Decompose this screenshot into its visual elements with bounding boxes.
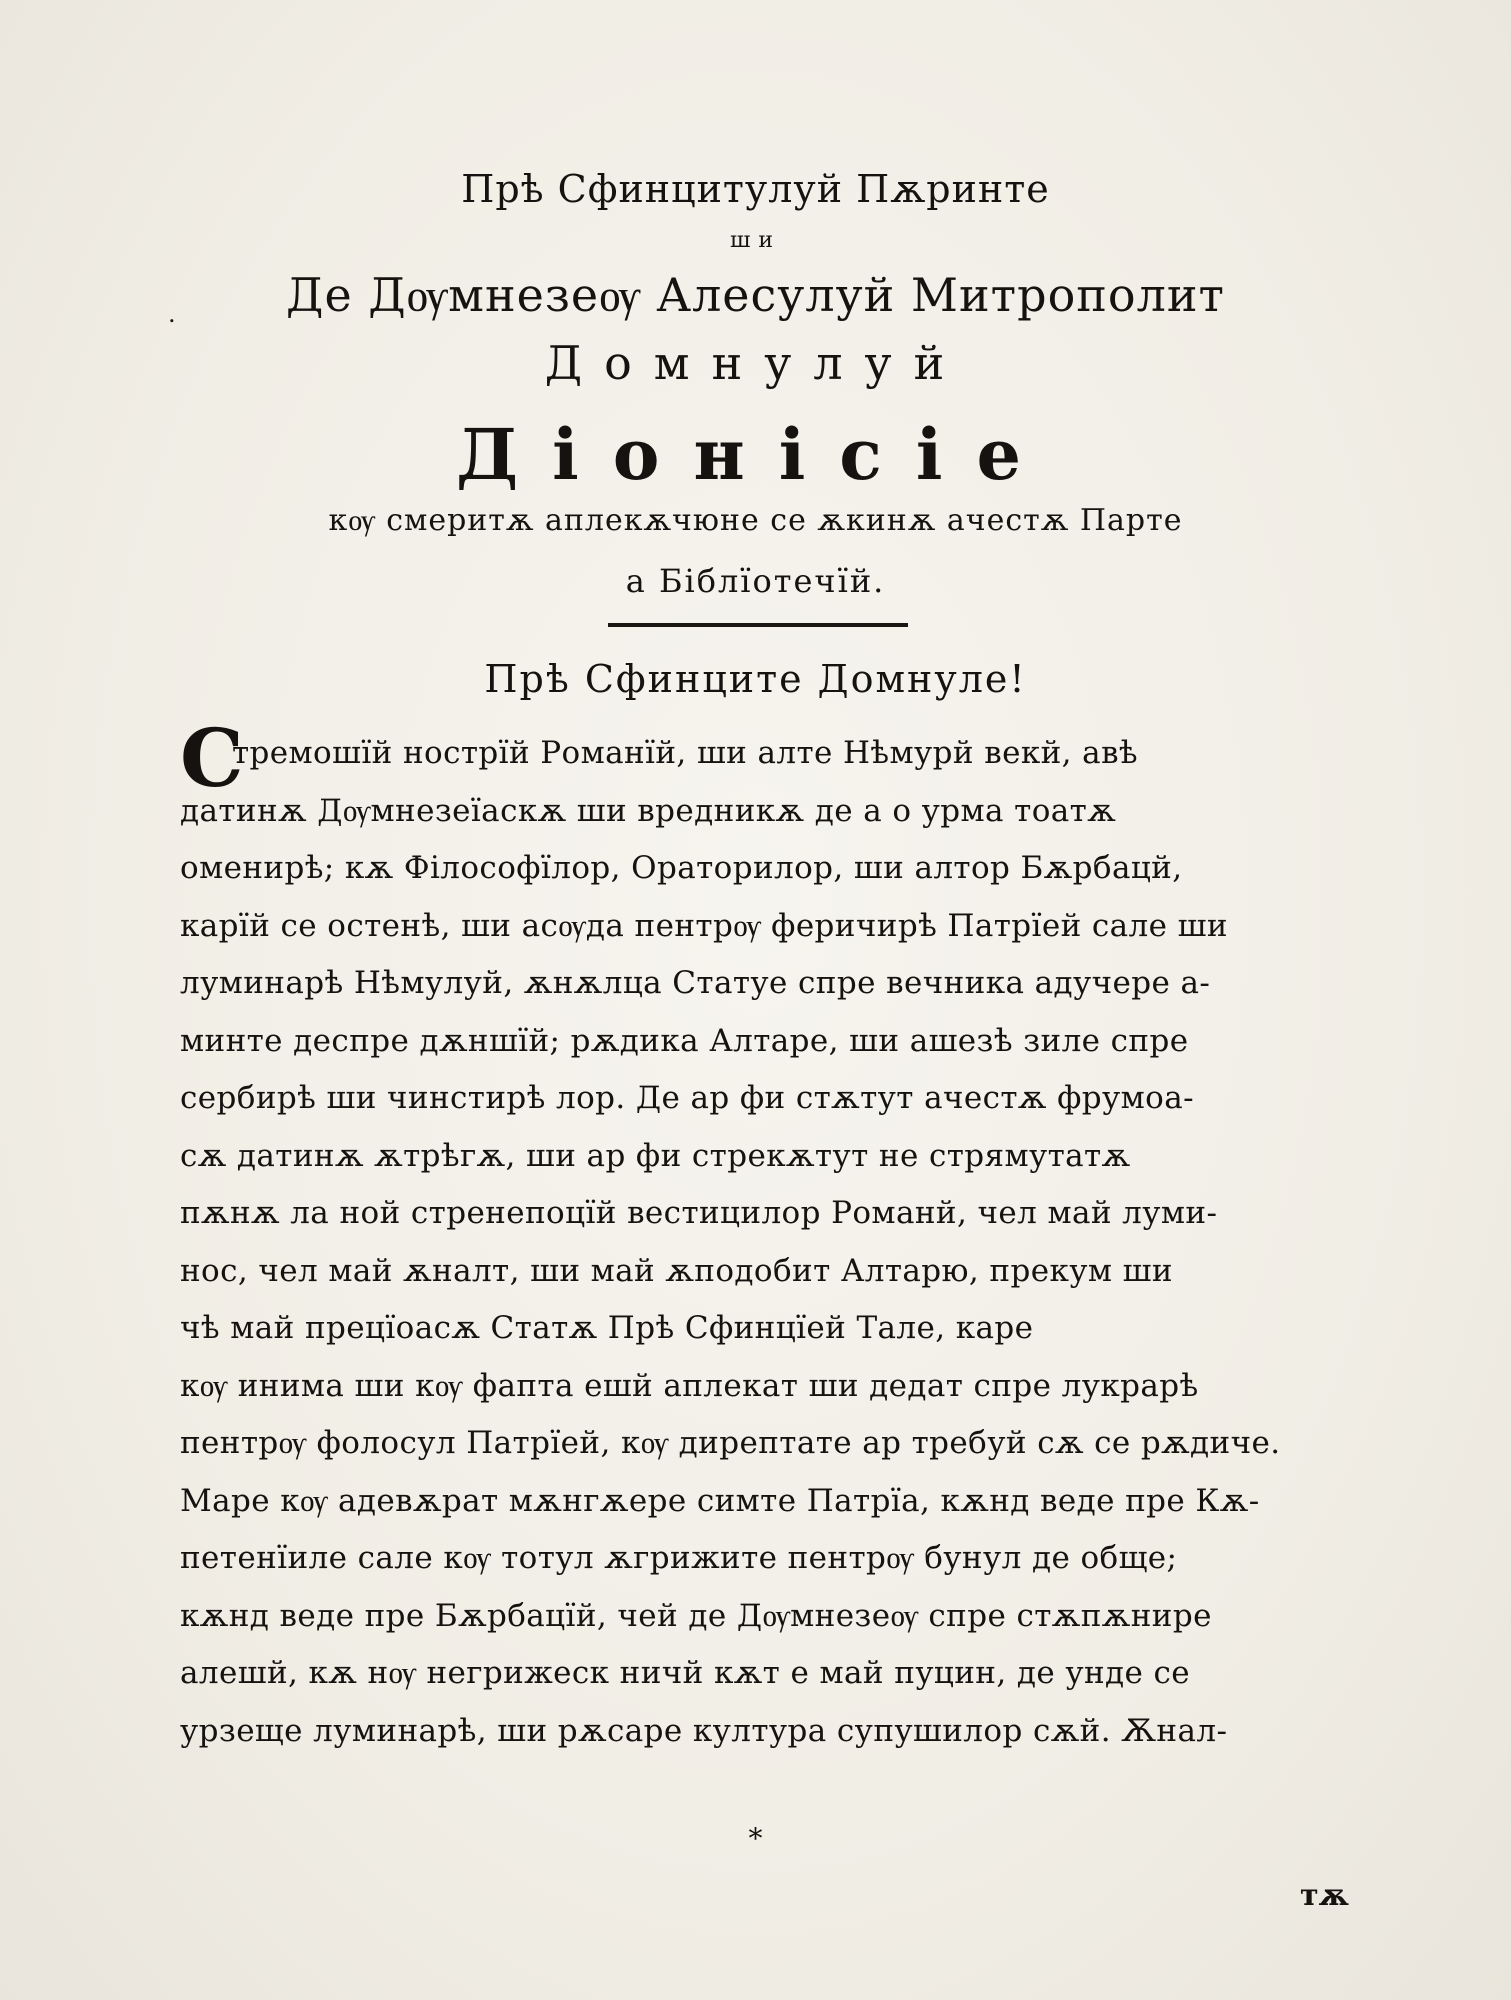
body-line: луминарѣ Нѣмулуй, ѫнѫлца Статуе спре вечника адучере а-: [180, 965, 1211, 1001]
body-line: алешй, кѫ нѹ негрижеск ничй кѫт е май пуцин, де унде се: [180, 1655, 1191, 1691]
body-line: Маре кѹ адевѫрат мѫнгѫере симте Патрїа, кѫнд веде пре Кѫ-: [180, 1482, 1260, 1519]
dedication-name: Діонісіе: [455, 413, 1056, 496]
body-line: нос, чел май ѫналт, ши май ѫподобит Алтарю, прекум ши: [180, 1252, 1173, 1289]
margin-dot: .: [168, 300, 176, 328]
body-line: кѹ инима ши кѹ фапта ешй аплекат ши дедат спре лукрарѣ: [180, 1367, 1199, 1404]
body-line: минте деспре дѫншїй; рѫдика Алтаре, ши ашезѣ зиле спре: [180, 1022, 1189, 1059]
dedication-line-1: Прѣ Сфинцитулуй Пѫринте: [461, 167, 1050, 211]
drop-cap: С: [180, 711, 244, 805]
catchword: тѫ: [1300, 1878, 1349, 1913]
body-line: урзеще луминарѣ, ши рѫсаре култура супушилор сѫй. Ѫнал-: [180, 1712, 1228, 1749]
dedication-line-4: Домнулуй: [544, 336, 967, 390]
body-line: датинѫ Дѹмнезеїаскѫ ши вредникѫ де а о урма тоатѫ: [180, 792, 1117, 829]
body-line: сѫ датинѫ ѫтрѣгѫ, ши ар фи стрекѫтут не стрямутатѫ: [180, 1137, 1131, 1174]
dedication-line-6: кѹ смеритѫ аплекѫчюне се ѫкинѫ ачестѫ Парте: [328, 503, 1183, 538]
signature-mark: *: [748, 1822, 763, 1855]
body-line: пѫнѫ ла ной стренепоцїй вестицилор Романй, чел май луми-: [180, 1195, 1218, 1231]
dedication-line-3: Де Дѹмнезеѹ Алесулуй Митрополит: [286, 268, 1225, 322]
dedication-line-7: а Біблїотечїй.: [625, 562, 886, 600]
body-line: оменирѣ; кѫ Філософїлор, Ораторилор, ши алтор Бѫрбацй,: [180, 850, 1183, 886]
body-line: сербирѣ ши чинстирѣ лор. Де ар фи стѫтут ачестѫ фрумоа-: [180, 1080, 1194, 1116]
body-line: петенїиле сале кѹ тотул ѫгрижите пентрѹ бунул де обще;: [180, 1540, 1178, 1576]
body-line: карїй се остенѣ, ши асѹда пентрѹ феричирѣ Патрїей сале ши: [180, 907, 1228, 944]
dedication-line-2: ши: [729, 228, 782, 253]
body-line: кѫнд веде пре Бѫрбацїй, чей де Дѹмнезеѹ спре стѫпѫнире: [180, 1597, 1212, 1634]
body-line: пентрѹ фолосул Патрїей, кѹ дирептате ар требуй сѫ се рѫдиче.: [180, 1425, 1281, 1461]
body-line: тремошїй нострїй Романїй, ши алте Нѣмурй векй, авѣ: [232, 735, 1139, 771]
body-line: чѣ май прецїоасѫ Статѫ Прѣ Сфинцїей Тале, каре: [180, 1310, 1034, 1346]
section-rule: [608, 623, 908, 627]
salutation: Прѣ Сфинците Домнуле!: [484, 657, 1027, 701]
